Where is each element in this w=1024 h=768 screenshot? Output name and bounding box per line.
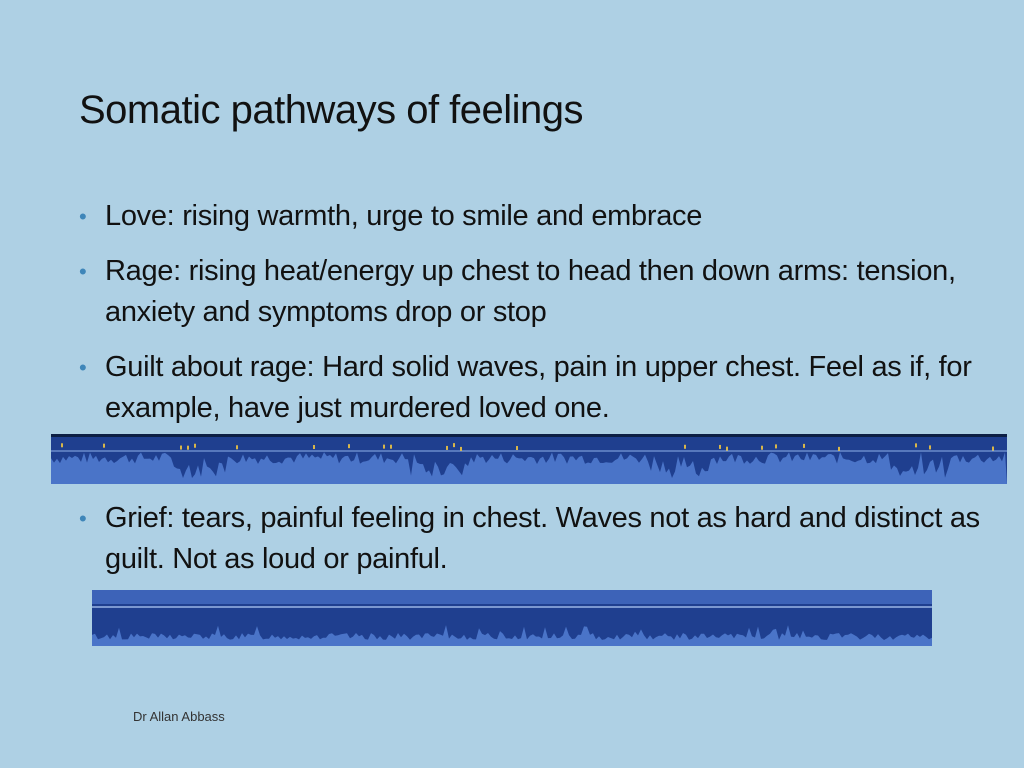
bullet-list: [79, 196, 979, 443]
bullet-dot-icon: •: [79, 204, 87, 229]
bullet-grief: [79, 498, 1005, 580]
bullet-text: Guilt about rage: Hard solid waves, pain in upper chest. Feel as if, for example, have just murdered loved one.: [105, 351, 972, 424]
bullet-text: Love: rising warmth, urge to smile and embrace: [105, 200, 703, 232]
bullet-text: Rage: rising heat/energy up chest to head then down arms: tension, anxiety and symptoms drop or stop: [105, 255, 956, 328]
bullet-guilt: [79, 347, 979, 429]
bullet-dot-icon: •: [79, 259, 87, 284]
bullet-love: [79, 196, 979, 237]
footer-author: Dr Allan Abbass: [133, 709, 225, 724]
grief-waveform-image: [92, 590, 932, 646]
bullet-dot-icon: •: [79, 506, 87, 531]
bullet-rage: [79, 251, 979, 333]
bullet-dot-icon: •: [79, 355, 87, 380]
bullet-text: Grief: tears, painful feeling in chest. Waves not as hard and distinct as guilt. Not as loud or painful.: [105, 502, 980, 575]
slide-title: Somatic pathways of feelings: [79, 88, 584, 132]
guilt-waveform-image: [51, 434, 1007, 484]
